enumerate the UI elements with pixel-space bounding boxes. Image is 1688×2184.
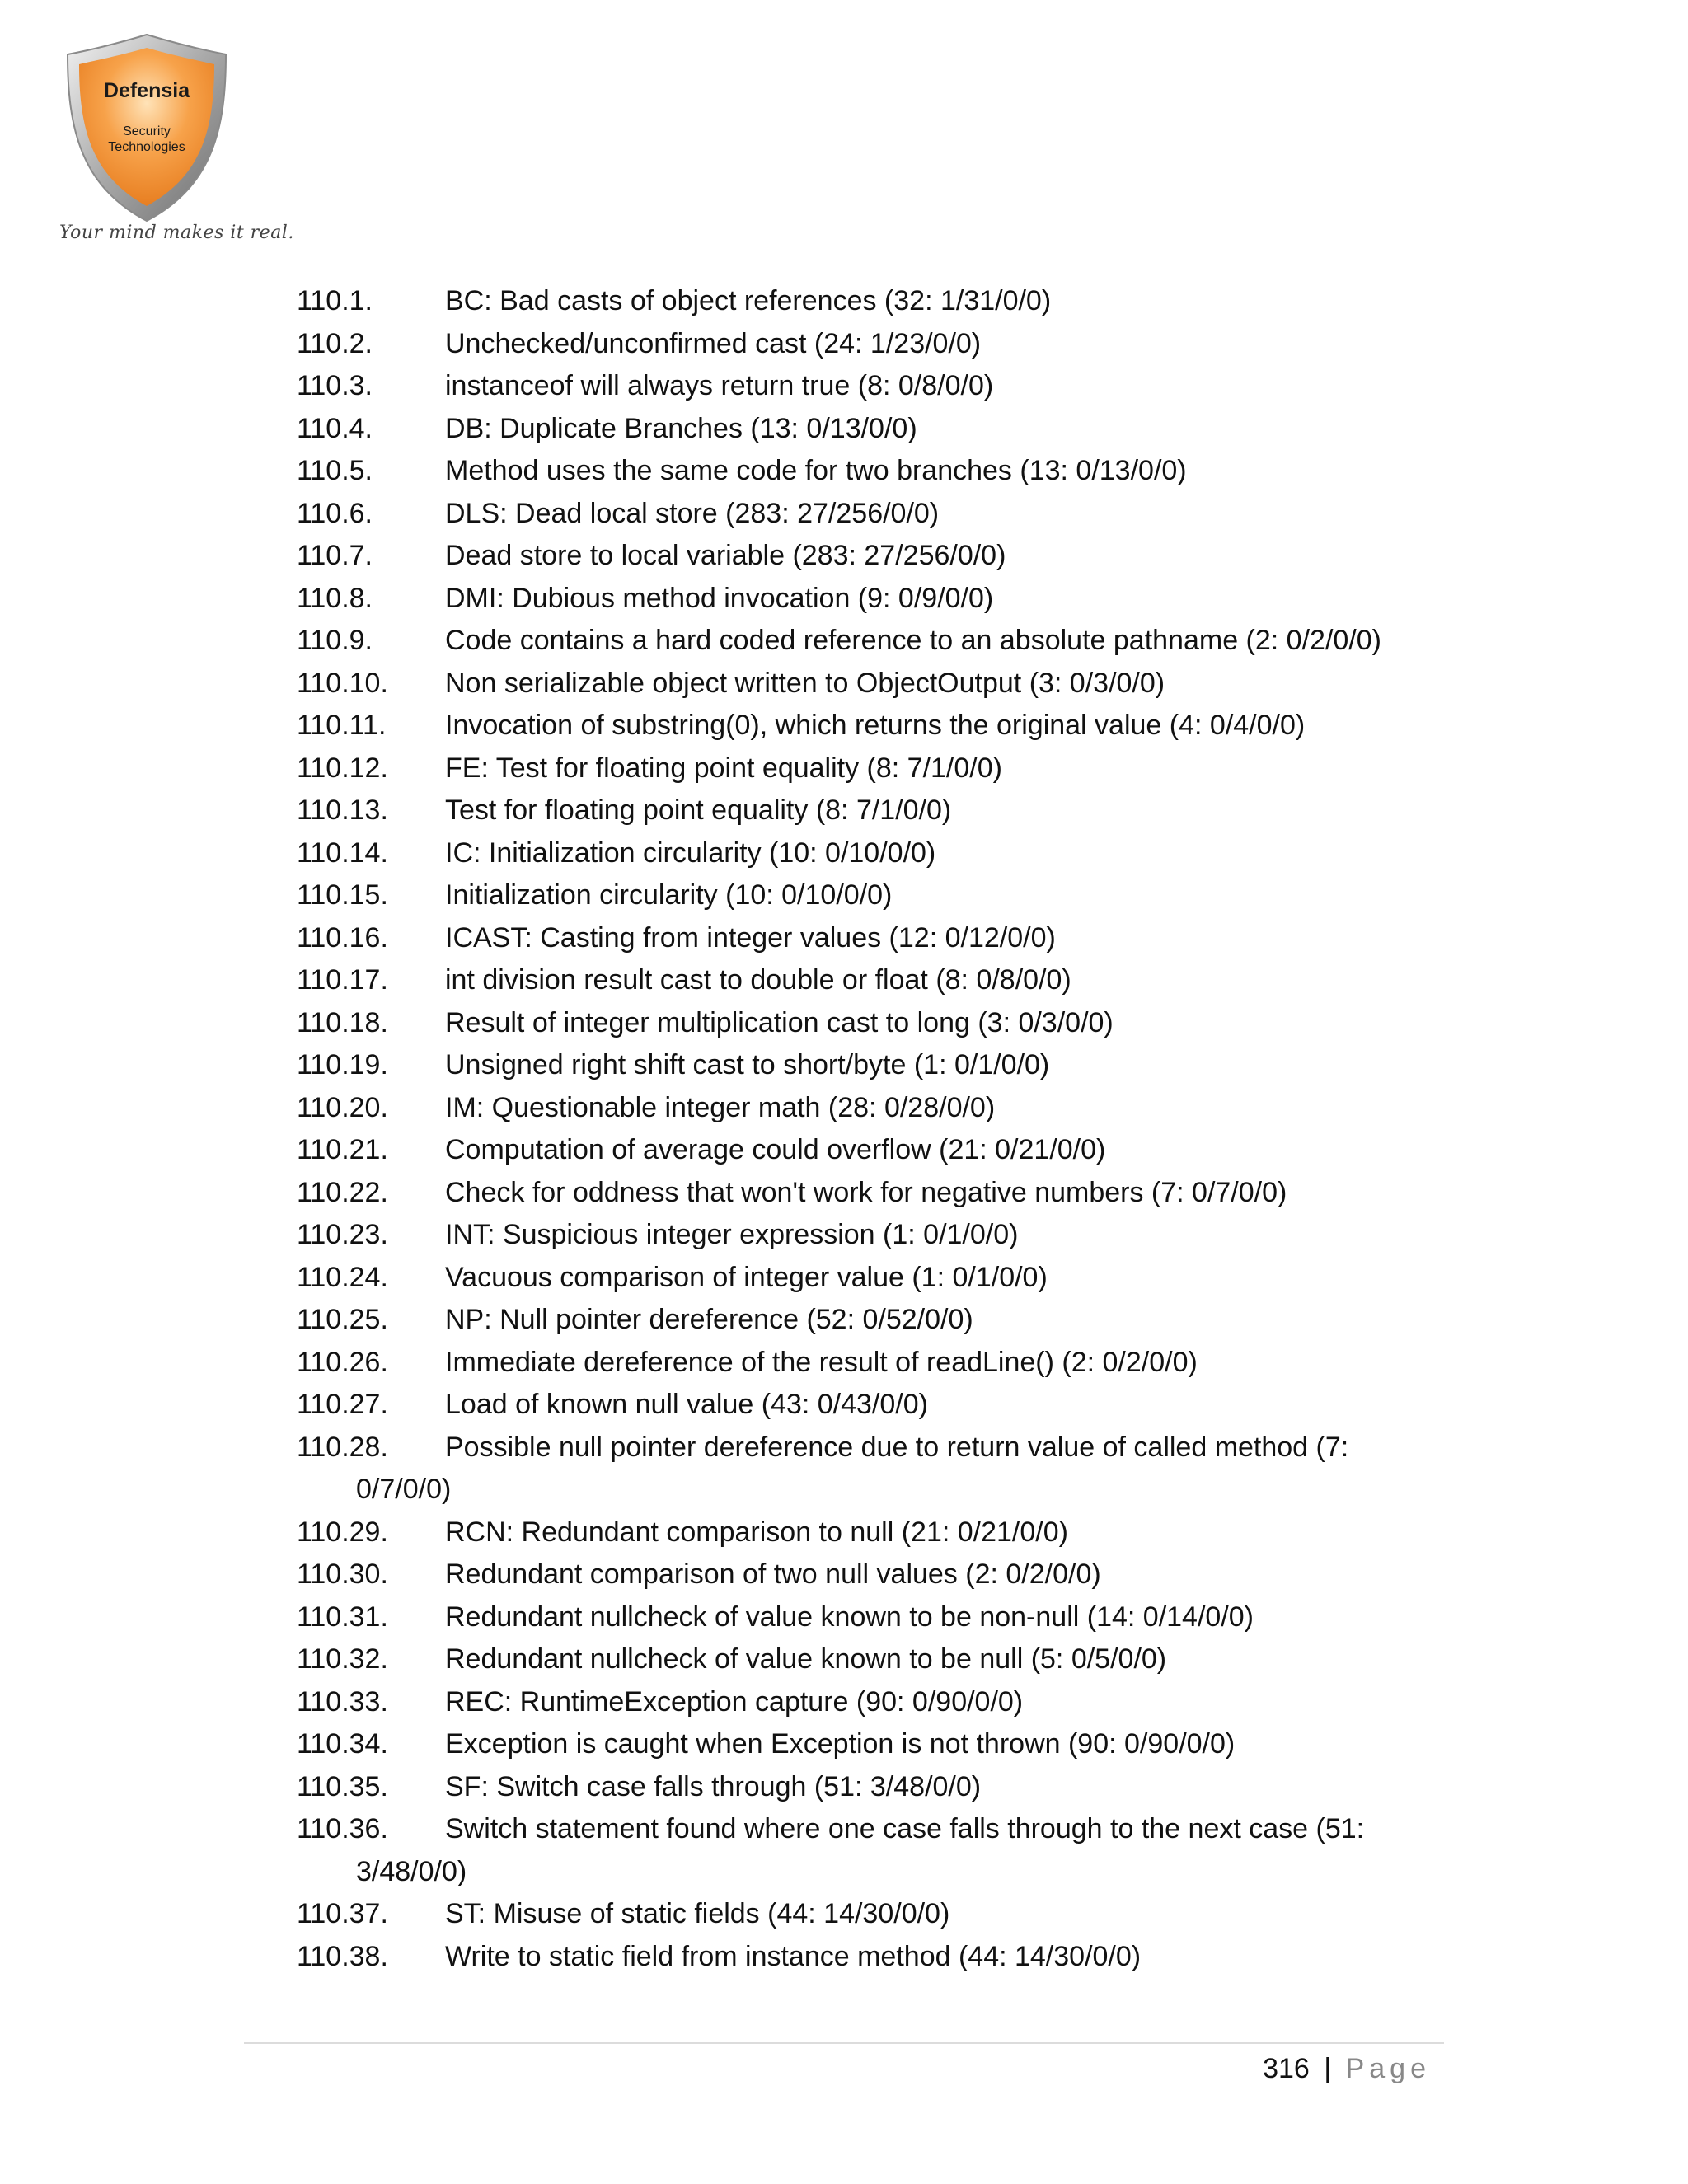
item-text: instanceof will always return true (8: 0/8/0/0) [445,370,994,401]
item-number: 110.27. [297,1389,388,1420]
item-number: 110.9. [297,625,373,656]
item-number: 110.38. [297,1940,388,1972]
item-text: Result of integer multiplication cast to long (3: 0/3/0/0) [445,1006,1114,1038]
item-text: Code contains a hard coded reference to an absolute pathname (2: 0/2/0/0) [445,625,1381,656]
item-text: Possible null pointer dereference due to return value of called method (7: [445,1431,1349,1463]
item-text: Computation of average could overflow (21: 0/21/0/0) [445,1134,1106,1165]
item-number: 110.22. [297,1176,388,1208]
item-number: 110.25. [297,1304,388,1335]
findings-list [297,280,1451,1978]
shield-icon [56,30,237,252]
item-text-continuation: 0/7/0/0) [356,1474,452,1505]
item-text: Invocation of substring(0), which returns the original value (4: 0/4/0/0) [445,710,1306,741]
list-item [297,1214,1451,1257]
page-footer [1263,2050,1431,2087]
item-number: 110.8. [297,582,373,614]
item-number: 110.14. [297,837,388,869]
item-text: INT: Suspicious integer expression (1: 0/1/0/0) [445,1219,1019,1250]
item-text: Load of known null value (43: 0/43/0/0) [445,1389,928,1420]
list-item [297,832,1451,875]
item-text: Non serializable object written to ObjectOutput (3: 0/3/0/0) [445,667,1165,699]
item-number: 110.11. [297,710,387,741]
list-item [297,620,1451,663]
item-number: 110.13. [297,794,388,826]
defensia-logo [56,30,237,252]
item-text: Switch statement found where one case falls through to the next case (51: [445,1813,1365,1844]
logo-line1: Security [123,124,171,138]
item-number: 110.12. [297,752,388,784]
page-label: Page [1345,2053,1431,2084]
item-text: FE: Test for floating point equality (8: 7/1/0/0) [445,752,1002,784]
item-text: DB: Duplicate Branches (13: 0/13/0/0) [445,412,917,444]
list-item [297,323,1451,366]
item-number: 110.3. [297,370,373,401]
list-item [297,1936,1451,1979]
item-text: ST: Misuse of static fields (44: 14/30/0/0) [445,1898,950,1929]
item-number: 110.15. [297,879,388,911]
list-item [297,1596,1451,1639]
footer-divider [244,2042,1444,2044]
item-text: Exception is caught when Exception is not thrown (90: 0/90/0/0) [445,1728,1236,1760]
item-number: 110.20. [297,1091,388,1123]
item-number: 110.37. [297,1898,388,1929]
item-number: 110.1. [297,285,373,316]
list-item [297,790,1451,832]
list-item [297,1723,1451,1766]
list-item [297,1342,1451,1385]
list-item [297,280,1451,323]
item-text: Method uses the same code for two branches (13: 0/13/0/0) [445,455,1187,486]
item-number: 110.33. [297,1685,388,1718]
item-text: Check for oddness that won't work for negative numbers (7: 0/7/0/0) [445,1176,1287,1208]
list-item [297,535,1451,578]
list-item [297,493,1451,536]
item-number: 110.24. [297,1261,388,1293]
item-text: Immediate dereference of the result of readLine() (2: 0/2/0/0) [445,1346,1198,1378]
item-text: IM: Questionable integer math (28: 0/28/0/0) [445,1091,996,1123]
item-text: Unchecked/unconfirmed cast (24: 1/23/0/0) [445,327,982,359]
list-item [297,959,1451,1002]
item-text: Test for floating point equality (8: 7/1/0/0) [445,794,952,826]
item-number: 110.17. [297,964,388,996]
item-number: 110.23. [297,1219,388,1250]
list-item [297,1087,1451,1130]
list-item [297,1044,1451,1087]
item-text: Redundant comparison of two null values (2: 0/2/0/0) [445,1558,1101,1590]
logo-line2: Technologies [108,140,185,154]
item-number: 110.30. [297,1558,388,1590]
item-text: IC: Initialization circularity (10: 0/10/0/0) [445,837,936,869]
item-text: RCN: Redundant comparison to null (21: 0/21/0/0) [445,1516,1068,1548]
item-number: 110.29. [297,1516,388,1548]
list-item [297,1638,1451,1681]
item-number: 110.35. [297,1770,388,1802]
list-item [297,1427,1451,1511]
list-item [297,365,1451,408]
logo-tagline: Your mind makes it real. [59,223,294,243]
list-item [297,1511,1451,1554]
list-item [297,408,1451,451]
item-text: ICAST: Casting from integer values (12: 0/12/0/0) [445,921,1056,954]
item-text: REC: RuntimeException capture (90: 0/90/0/0) [445,1685,1024,1718]
list-item [297,1766,1451,1809]
list-item [297,1893,1451,1936]
item-number: 110.19. [297,1049,388,1080]
list-item [297,748,1451,790]
item-number: 110.28. [297,1431,388,1463]
logo-brand: Defensia [103,79,190,102]
footer-separator: | [1324,2053,1332,2084]
list-item [297,1299,1451,1342]
item-text: Redundant nullcheck of value known to be null (5: 0/5/0/0) [445,1643,1167,1675]
page-number: 316 [1263,2053,1310,2084]
item-text: Redundant nullcheck of value known to be non-null (14: 0/14/0/0) [445,1601,1254,1633]
list-item [297,1554,1451,1596]
item-text: Initialization circularity (10: 0/10/0/0) [445,879,893,911]
item-number: 110.21. [297,1134,388,1165]
item-number: 110.7. [297,540,373,571]
item-text: NP: Null pointer dereference (52: 0/52/0/0) [445,1304,973,1335]
item-number: 110.16. [297,921,388,954]
list-item [297,1172,1451,1215]
list-item [297,578,1451,621]
item-text: DMI: Dubious method invocation (9: 0/9/0/0) [445,582,994,614]
list-item [297,1808,1451,1893]
item-number: 110.5. [297,455,373,486]
list-item [297,663,1451,705]
item-text: Unsigned right shift cast to short/byte (1: 0/1/0/0) [445,1049,1050,1080]
item-text: SF: Switch case falls through (51: 3/48/0/0) [445,1770,982,1802]
list-item [297,1002,1451,1045]
list-item [297,1681,1451,1724]
item-number: 110.34. [297,1728,388,1760]
item-text: int division result cast to double or float (8: 0/8/0/0) [445,964,1071,996]
list-item [297,1129,1451,1172]
item-text: Vacuous comparison of integer value (1: 0/1/0/0) [445,1261,1048,1293]
item-number: 110.31. [297,1601,388,1633]
item-text: BC: Bad casts of object references (32: 1/31/0/0) [445,285,1052,316]
item-number: 110.6. [297,497,373,529]
item-text-continuation: 3/48/0/0) [356,1855,467,1887]
item-number: 110.4. [297,412,373,444]
item-text: DLS: Dead local store (283: 27/256/0/0) [445,497,940,529]
item-number: 110.18. [297,1006,388,1038]
list-item [297,705,1451,748]
list-item [297,1384,1451,1427]
item-number: 110.2. [297,327,373,359]
item-number: 110.36. [297,1813,388,1844]
item-text: Dead store to local variable (283: 27/256/0/0) [445,540,1006,571]
list-item [297,1257,1451,1300]
list-item [297,874,1451,917]
item-text: Write to static field from instance method (44: 14/30/0/0) [445,1940,1142,1972]
list-item [297,917,1451,960]
item-number: 110.10. [297,667,388,699]
list-item [297,450,1451,493]
item-number: 110.32. [297,1643,388,1675]
item-number: 110.26. [297,1346,388,1378]
